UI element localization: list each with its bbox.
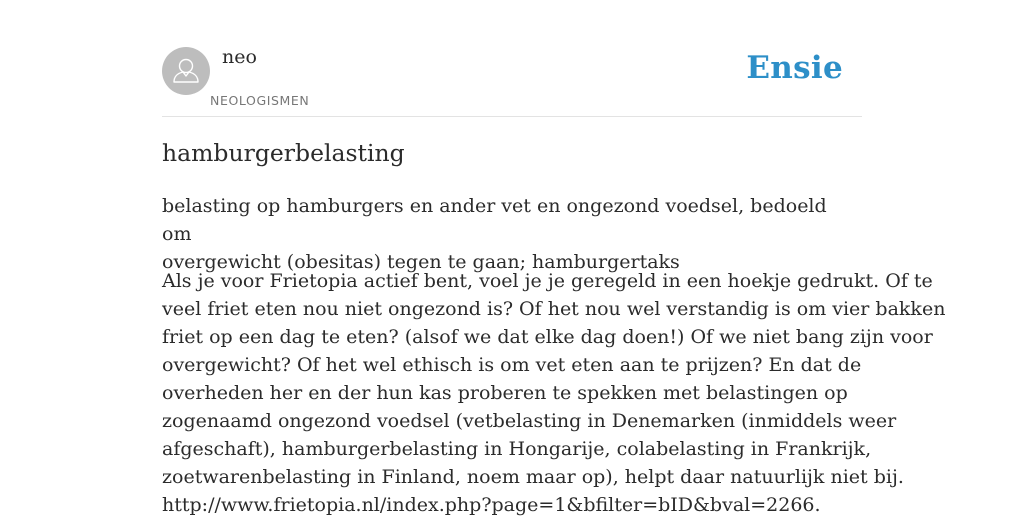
entry-definition <box>162 192 862 276</box>
example-line: zoetwarenbelasting in Finland, noem maar op), helpt daar natuurlijk niet bij. <box>162 466 904 488</box>
entry-header <box>162 0 862 117</box>
definition-line: overgewicht (obesitas) tegen te gaan; hamburgertaks <box>162 251 680 273</box>
entry-example <box>162 267 946 519</box>
example-line: friet op een dag te eten? (alsof we dat elke dag doen!) Of we niet bang zijn voor <box>162 326 933 348</box>
brand-logo[interactable]: Ensie <box>746 50 843 86</box>
user-silhouette-icon[interactable] <box>162 47 210 95</box>
entry-title: hamburgerbelasting <box>162 139 405 167</box>
example-line: overheden her en der hun kas proberen te spekken met belastingen op <box>162 382 848 404</box>
definition-line: belasting op hamburgers en ander vet en ongezond voedsel, bedoeld om <box>162 195 827 245</box>
example-url-link[interactable]: http://www.frietopia.nl/index.php?page=1&bfilter=bID&bval=2266. <box>162 494 821 516</box>
example-line: overgewicht? Of het wel ethisch is om vet eten aan te prijzen? En dat de <box>162 354 862 376</box>
example-line: afgeschaft), hamburgerbelasting in Hongarije, colabelasting in Frankrijk, <box>162 438 872 460</box>
entry-card <box>162 0 946 516</box>
author-link[interactable]: neo <box>222 46 257 68</box>
example-line: veel friet eten nou niet ongezond is? Of het nou wel verstandig is om vier bakken <box>162 298 946 320</box>
example-line: zogenaamd ongezond voedsel (vetbelasting in Denemarken (inmiddels weer <box>162 410 897 432</box>
example-line: Als je voor Frietopia actief bent, voel je je geregeld in een hoekje gedrukt. Of te <box>162 270 933 292</box>
category-link[interactable]: NEOLOGISMEN <box>210 93 310 108</box>
